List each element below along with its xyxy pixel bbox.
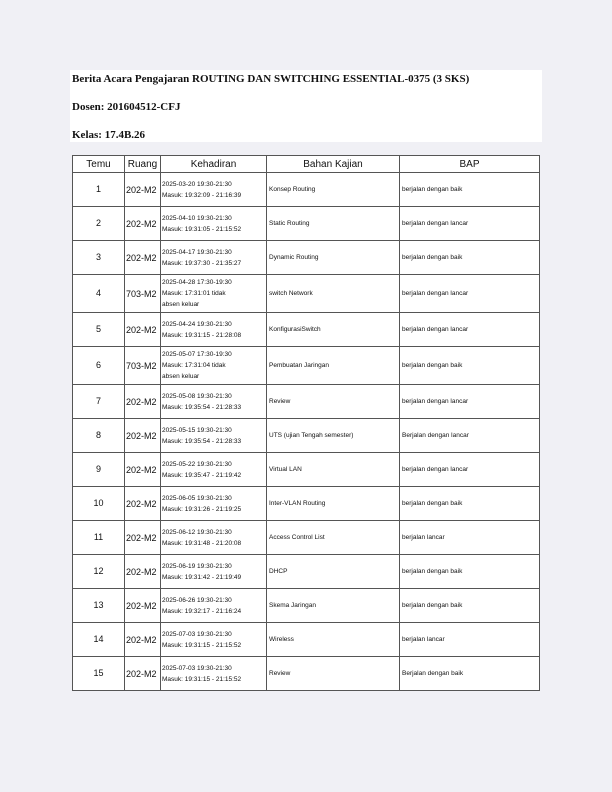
cell-kehadiran bbox=[161, 555, 267, 589]
cell-bap: berjalan dengan baik bbox=[400, 589, 540, 623]
masuk-text: Masuk: 19:35:47 - 21:19:42 bbox=[162, 471, 242, 479]
cell-temu: 13 bbox=[73, 589, 125, 623]
cell-temu: 6 bbox=[73, 347, 125, 385]
cell-kehadiran bbox=[161, 173, 267, 207]
cell-temu: 15 bbox=[73, 657, 125, 691]
table-row bbox=[73, 419, 540, 453]
cell-bahan-kajian: Review bbox=[267, 385, 400, 419]
table-row bbox=[73, 347, 540, 385]
table-row bbox=[73, 521, 540, 555]
cell-kehadiran bbox=[161, 347, 267, 385]
cell-bap: berjalan dengan baik bbox=[400, 487, 540, 521]
cell-ruang: 202-M2 bbox=[125, 453, 161, 487]
masuk-text: Masuk: 19:31:26 - 21:19:25 bbox=[162, 505, 242, 513]
jadwal-text: 2025-04-17 19:30-21:30 bbox=[162, 248, 232, 256]
column-header-bap: BAP bbox=[400, 156, 540, 173]
cell-temu: 12 bbox=[73, 555, 125, 589]
masuk-text: Masuk: 19:37:30 - 21:35:27 bbox=[162, 259, 242, 267]
cell-bap: berjalan dengan lancar bbox=[400, 275, 540, 313]
cell-kehadiran bbox=[161, 453, 267, 487]
cell-kehadiran bbox=[161, 521, 267, 555]
cell-kehadiran bbox=[161, 657, 267, 691]
cell-temu: 1 bbox=[73, 173, 125, 207]
jadwal-text: 2025-04-10 19:30-21:30 bbox=[162, 214, 232, 222]
cell-temu: 4 bbox=[73, 275, 125, 313]
cell-ruang: 202-M2 bbox=[125, 419, 161, 453]
table-row bbox=[73, 657, 540, 691]
cell-ruang: 202-M2 bbox=[125, 487, 161, 521]
cell-kehadiran bbox=[161, 385, 267, 419]
table-row bbox=[73, 385, 540, 419]
cell-kehadiran bbox=[161, 241, 267, 275]
cell-bap: berjalan dengan baik bbox=[400, 241, 540, 275]
keluar-note: absen keluar bbox=[162, 373, 200, 380]
attendance-table bbox=[72, 155, 540, 691]
column-header-kehadiran: Kehadiran bbox=[161, 156, 267, 173]
masuk-text: Masuk: 17:31:01 tidak bbox=[162, 290, 226, 297]
cell-temu: 11 bbox=[73, 521, 125, 555]
jadwal-text: 2025-04-28 17:30-19:30 bbox=[162, 279, 232, 286]
cell-temu: 3 bbox=[73, 241, 125, 275]
table-row bbox=[73, 173, 540, 207]
jadwal-text: 2025-03-20 19:30-21:30 bbox=[162, 180, 232, 188]
cell-ruang: 202-M2 bbox=[125, 207, 161, 241]
table-row bbox=[73, 623, 540, 657]
cell-kehadiran bbox=[161, 207, 267, 241]
table-body bbox=[73, 173, 540, 691]
cell-temu: 5 bbox=[73, 313, 125, 347]
jadwal-text: 2025-06-05 19:30-21:30 bbox=[162, 494, 232, 502]
masuk-text: Masuk: 19:31:15 - 21:28:08 bbox=[162, 331, 242, 339]
masuk-text: Masuk: 19:31:05 - 21:15:52 bbox=[162, 225, 242, 233]
jadwal-text: 2025-05-08 19:30-21:30 bbox=[162, 392, 232, 400]
cell-bap: berjalan dengan lancar bbox=[400, 385, 540, 419]
table-row bbox=[73, 313, 540, 347]
cell-kehadiran bbox=[161, 313, 267, 347]
cell-ruang: 703-M2 bbox=[125, 275, 161, 313]
cell-kehadiran bbox=[161, 589, 267, 623]
jadwal-text: 2025-07-03 19:30-21:30 bbox=[162, 630, 232, 638]
cell-bap: berjalan dengan lancar bbox=[400, 453, 540, 487]
jadwal-text: 2025-05-15 19:30-21:30 bbox=[162, 426, 232, 434]
masuk-text: Masuk: 19:31:48 - 21:20:08 bbox=[162, 539, 242, 547]
cell-bap: berjalan lancar bbox=[400, 623, 540, 657]
cell-temu: 14 bbox=[73, 623, 125, 657]
cell-kehadiran bbox=[161, 275, 267, 313]
jadwal-text: 2025-06-19 19:30-21:30 bbox=[162, 562, 232, 570]
cell-bap: berjalan lancar bbox=[400, 521, 540, 555]
jadwal-text: 2025-04-24 19:30-21:30 bbox=[162, 320, 232, 328]
dosen-line: Dosen: 201604512-CFJ bbox=[72, 101, 181, 113]
jadwal-text: 2025-07-03 19:30-21:30 bbox=[162, 664, 232, 672]
table-row bbox=[73, 275, 540, 313]
keluar-note: absen keluar bbox=[162, 301, 200, 308]
masuk-text: Masuk: 19:35:54 - 21:28:33 bbox=[162, 437, 242, 445]
cell-bap: berjalan dengan baik bbox=[400, 347, 540, 385]
cell-bahan-kajian: Wireless bbox=[267, 623, 400, 657]
cell-bahan-kajian: Access Control List bbox=[267, 521, 400, 555]
jadwal-text: 2025-06-26 19:30-21:30 bbox=[162, 596, 232, 604]
cell-ruang: 202-M2 bbox=[125, 589, 161, 623]
document-title: Berita Acara Pengajaran ROUTING DAN SWITCHING ESSENTIAL-0375 (3 SKS) bbox=[72, 73, 470, 85]
cell-bahan-kajian: Skema Jaringan bbox=[267, 589, 400, 623]
masuk-text: Masuk: 19:31:42 - 21:19:49 bbox=[162, 573, 242, 581]
cell-temu: 7 bbox=[73, 385, 125, 419]
table-header-row bbox=[73, 156, 540, 173]
cell-bap: berjalan dengan baik bbox=[400, 555, 540, 589]
masuk-text: Masuk: 19:31:15 - 21:15:52 bbox=[162, 641, 242, 649]
table-row bbox=[73, 589, 540, 623]
masuk-text: Masuk: 19:32:09 - 21:16:39 bbox=[162, 191, 242, 199]
cell-ruang: 202-M2 bbox=[125, 385, 161, 419]
cell-bahan-kajian: switch Network bbox=[267, 275, 400, 313]
cell-bap: berjalan dengan baik bbox=[400, 173, 540, 207]
cell-bahan-kajian: Review bbox=[267, 657, 400, 691]
column-header-ruang: Ruang bbox=[125, 156, 161, 173]
cell-bahan-kajian: Virtual LAN bbox=[267, 453, 400, 487]
cell-bap: berjalan dengan lancar bbox=[400, 313, 540, 347]
column-header-temu: Temu bbox=[73, 156, 125, 173]
cell-bap: berjalan dengan lancar bbox=[400, 207, 540, 241]
cell-temu: 2 bbox=[73, 207, 125, 241]
table-row bbox=[73, 241, 540, 275]
cell-bahan-kajian: Inter-VLAN Routing bbox=[267, 487, 400, 521]
table-row bbox=[73, 453, 540, 487]
cell-ruang: 202-M2 bbox=[125, 173, 161, 207]
masuk-text: Masuk: 19:32:17 - 21:16:24 bbox=[162, 607, 242, 615]
table-row bbox=[73, 207, 540, 241]
cell-temu: 9 bbox=[73, 453, 125, 487]
cell-kehadiran bbox=[161, 419, 267, 453]
cell-temu: 10 bbox=[73, 487, 125, 521]
cell-bahan-kajian: Pembuatan Jaringan bbox=[267, 347, 400, 385]
cell-ruang: 202-M2 bbox=[125, 313, 161, 347]
cell-bahan-kajian: Dynamic Routing bbox=[267, 241, 400, 275]
kelas-line: Kelas: 17.4B.26 bbox=[72, 129, 146, 141]
table-row bbox=[73, 487, 540, 521]
masuk-text: Masuk: 19:35:54 - 21:28:33 bbox=[162, 403, 242, 411]
cell-ruang: 202-M2 bbox=[125, 241, 161, 275]
cell-ruang: 703-M2 bbox=[125, 347, 161, 385]
cell-ruang: 202-M2 bbox=[125, 623, 161, 657]
jadwal-text: 2025-06-12 19:30-21:30 bbox=[162, 528, 232, 536]
cell-bahan-kajian: UTS (ujian Tengah semester) bbox=[267, 419, 400, 453]
cell-ruang: 202-M2 bbox=[125, 521, 161, 555]
jadwal-text: 2025-05-07 17:30-19:30 bbox=[162, 351, 232, 358]
cell-ruang: 202-M2 bbox=[125, 657, 161, 691]
cell-bap: Berjalan dengan baik bbox=[400, 657, 540, 691]
cell-kehadiran bbox=[161, 623, 267, 657]
cell-bap: Berjalan dengan lancar bbox=[400, 419, 540, 453]
masuk-text: Masuk: 19:31:15 - 21:15:52 bbox=[162, 675, 242, 683]
cell-temu: 8 bbox=[73, 419, 125, 453]
cell-bahan-kajian: DHCP bbox=[267, 555, 400, 589]
cell-bahan-kajian: KonfigurasiSwitch bbox=[267, 313, 400, 347]
column-header-bahan-kajian: Bahan Kajian bbox=[267, 156, 400, 173]
cell-bahan-kajian: Static Routing bbox=[267, 207, 400, 241]
table-row bbox=[73, 555, 540, 589]
cell-ruang: 202-M2 bbox=[125, 555, 161, 589]
masuk-text: Masuk: 17:31:04 tidak bbox=[162, 362, 226, 369]
cell-kehadiran bbox=[161, 487, 267, 521]
jadwal-text: 2025-05-22 19:30-21:30 bbox=[162, 460, 232, 468]
cell-bahan-kajian: Konsep Routing bbox=[267, 173, 400, 207]
